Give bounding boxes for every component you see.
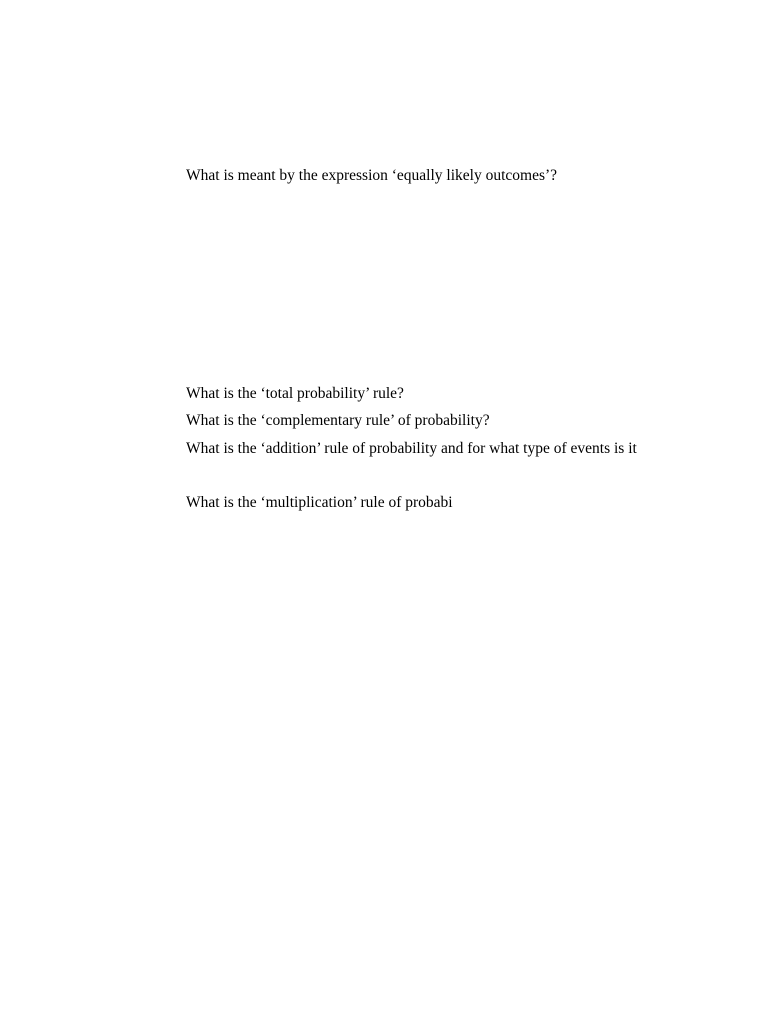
question-addition-rule: What is the ‘addition’ rule of probability and for what type of events is it bbox=[186, 440, 637, 457]
question-equally-likely-outcomes: What is meant by the expression ‘equally likely outcomes’? bbox=[186, 167, 558, 184]
question-total-probability-rule: What is the ‘total probability’ rule? bbox=[186, 385, 404, 402]
question-complementary-rule: What is the ‘complementary rule’ of probability? bbox=[186, 412, 490, 429]
question-multiplication-rule: What is the ‘multiplication’ rule of probabi bbox=[186, 494, 453, 511]
